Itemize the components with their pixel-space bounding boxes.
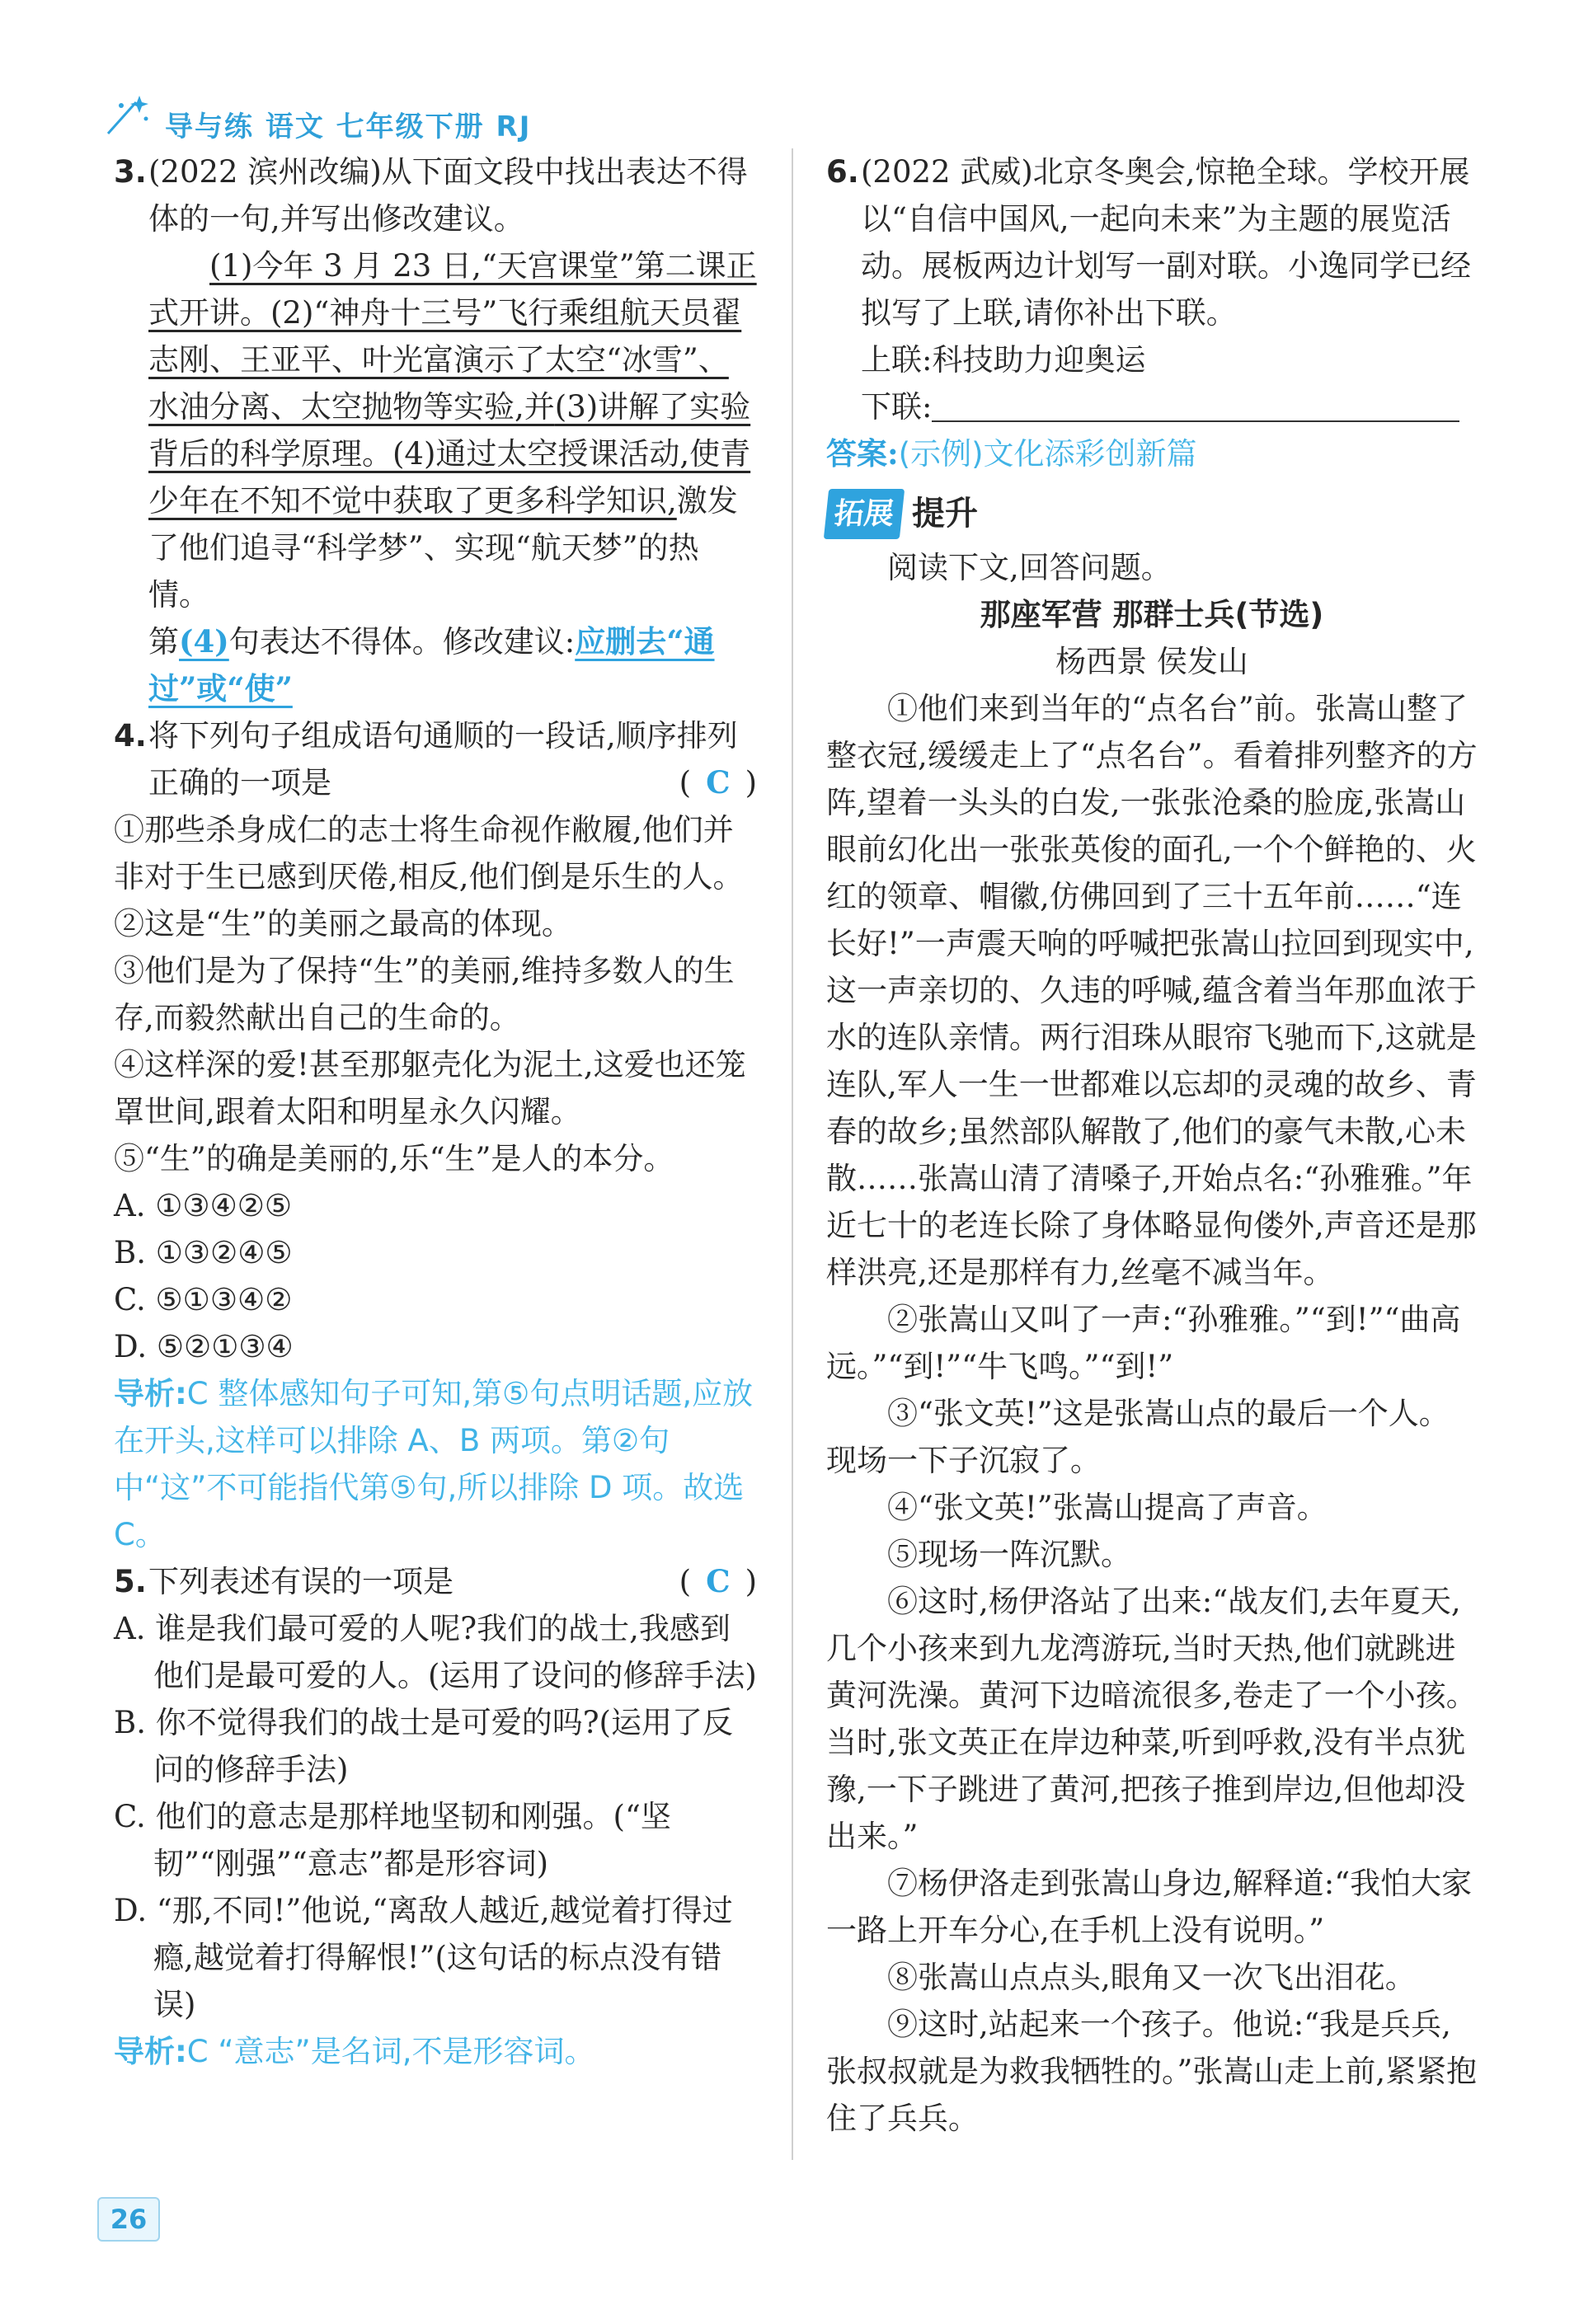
- paragraph-1: ①他们来到当年的“点名台”前。张嵩山整了整衣冠,缓缓走上了“点名台”。看着排列整齐的方阵,望着一头头的白发,一张张沧桑的脸庞,张嵩山眼前幻化出一张张英俊的面孔,一个个鲜艳的、火红的领章、帽徽,仿佛回到了三十五年前……“连长好!”一声震天响的呼喊把张嵩山拉回到现实中,这一声亲切的、久违的呼喊,蕴含着当年那血浓于水的连队亲情。两行泪珠从眼帘飞驰而下,这就是连队,军人一生一世都难以忘却的灵魂的故乡、青春的故乡;虽然部队解散了,他们的豪气未散,心未散……张嵩山清了清嗓子,开始点名:“孙雅雅。”年近七十的老连长除了身体略显佝偻外,声音还是那样洪亮,还是那样有力,丝毫不减当年。: [826, 691, 1478, 1290]
- answer-choice: C: [706, 1563, 731, 1599]
- question-stem: [148, 712, 757, 806]
- analysis-tag: 导析:: [114, 2034, 187, 2069]
- answer-bracket: ( C ): [679, 764, 757, 800]
- answer-line: [826, 430, 1478, 477]
- paragraph-4: ④“张文英!”张嵩山提高了声音。: [887, 1490, 1328, 1525]
- answer-choice: C: [706, 764, 731, 800]
- passage-sentence-3: (3)讲解了实验背后的科学原理。: [148, 389, 751, 472]
- question-stem: (2022 武威)北京冬奥会,惊艳全球。学校开展以“自信中国风,一起向未来”为主题的展览活动。展板两边计划写一副对联。小逸同学已经拟写了上联,请你补出下联。: [861, 154, 1471, 331]
- question-stem-text: 下列表述有误的一项是: [148, 1564, 453, 1599]
- question-answer-line: [148, 618, 757, 712]
- question-4: [114, 712, 757, 806]
- answer-middle: 句表达不得体。修改建议:: [228, 624, 576, 660]
- paragraph-6: ⑥这时,杨伊洛站了出来:“战友们,去年夏天,几个小孩来到九龙湾游玩,当时天热,他们就跳进黄河洗澡。黄河下边暗流很多,卷走了一个小孩。当时,张文英正在岸边种菜,听到呼救,没有半点犹豫,一下子跳进了黄河,把孩子推到岸边,但他却没出来。”: [826, 1584, 1477, 1854]
- analysis: [114, 2028, 757, 2075]
- paragraph-9: ⑨这时,站起来一个孩子。他说:“我是兵兵,张叔叔就是为救我牺牲的。”张嵩山走上前,紧紧抱住了兵兵。: [826, 2007, 1478, 2136]
- passage-sentence-2: (2)“神舟十三号”飞行乘组航天员翟志刚、王亚平、叶光富演示了太空“冰雪”、水油分离、太空抛物等实验,并: [148, 295, 742, 425]
- section-box: 拓展: [824, 489, 905, 539]
- header-title: 导与练 语文 七年级下册 RJ: [165, 110, 532, 143]
- sentence-1: ①那些杀身成仁的志士将生命视作敝履,他们并非对于生已感到厌倦,相反,他们倒是乐生的人。: [114, 812, 744, 894]
- sentence-5: ⑤“生”的确是美丽的,乐“生”是人的本分。: [114, 1141, 674, 1176]
- paragraph-2: ②张嵩山又叫了一声:“孙雅雅。”“到!”“曲高远。”“到!”“牛飞鸣。”“到!”: [826, 1302, 1461, 1384]
- question-6: [826, 148, 1478, 430]
- paragraph-5: ⑤现场一阵沉默。: [887, 1537, 1131, 1572]
- sparkle-wand-icon: [103, 91, 153, 140]
- option-c: C. ⑤①③④②: [114, 1282, 293, 1317]
- answer-sentence-number: (4): [179, 623, 229, 660]
- column-divider: [792, 148, 793, 2160]
- sentence-2: ②这是“生”的美丽之最高的体现。: [114, 906, 572, 941]
- answer-suggestion: 应删去“通过”或“使”: [148, 623, 715, 707]
- option-d: D. “那,不同!”他说,“离敌人越近,越觉着打得过瘾,越觉着打得解恨!”(这句话的标点没有错误): [114, 1893, 733, 2022]
- option-a: A. 谁是我们最可爱的人呢?我们的战士,我感到他们是最可爱的人。(运用了设问的修辞手法): [114, 1611, 757, 1693]
- passage-sentence-1: (1)今年 3 月 23 日,“天宫课堂”第二课正式开讲。: [148, 248, 757, 331]
- left-column: [114, 148, 757, 2075]
- question-stem-text: 将下列句子组成语句通顺的一段话,顺序排列正确的一项是: [148, 718, 738, 800]
- question-number: 3.: [114, 154, 147, 190]
- passage-sentence-4: (4)通过太空授课活动,使青少年在不知不觉中获取了更多科学知识,: [148, 436, 751, 519]
- answer-blank[interactable]: [932, 387, 1459, 422]
- option-b: B. ①③②④⑤: [114, 1235, 293, 1270]
- lower-couplet-label: 下联:: [861, 389, 933, 425]
- reading-instruction: 阅读下文,回答问题。: [887, 550, 1172, 585]
- question-number: 5.: [114, 1564, 147, 1599]
- question-3: [114, 148, 757, 712]
- answer-bracket: ( C ): [679, 1563, 757, 1599]
- sentence-3: ③他们是为了保持“生”的美丽,维持多数人的生存,而毅然献出自己的生命的。: [114, 953, 735, 1035]
- question-number: 4.: [114, 718, 147, 754]
- upper-couplet: 上联:科技助力迎奥运: [861, 342, 1146, 378]
- paragraph-7: ⑦杨伊洛走到张嵩山身边,解释道:“我怕大家一路上开车分心,在手机上没有说明。”: [826, 1866, 1473, 1948]
- analysis: [114, 1370, 757, 1558]
- analysis-tag: 导析:: [114, 1376, 187, 1411]
- paragraph-8: ⑧张嵩山点点头,眼角又一次飞出泪花。: [887, 1960, 1416, 1995]
- option-a: A. ①③④②⑤: [114, 1188, 293, 1223]
- paragraph-3: ③“张文英!”这是张嵩山点的最后一个人。现场一下子沉寂了。: [826, 1396, 1450, 1478]
- question-stem: (2022 滨州改编)从下面文段中找出表达不得体的一句,并写出修改建议。: [148, 154, 748, 237]
- question-stem: [148, 1558, 757, 1605]
- right-column: [826, 148, 1478, 2142]
- question-passage: [148, 242, 757, 618]
- article-author: 杨西景 侯发山: [1055, 644, 1248, 679]
- answer-text: (示例)文化添彩创新篇: [898, 436, 1197, 472]
- section-label: 提升: [912, 495, 979, 533]
- section-heading: [826, 489, 1478, 539]
- question-5: [114, 1558, 757, 1605]
- article-title: 那座军营 那群士兵(节选): [980, 597, 1324, 632]
- answer-tag: 答案:: [826, 435, 899, 472]
- option-b: B. 你不觉得我们的战士是可爱的吗?(运用了反问的修辞手法): [114, 1705, 733, 1787]
- analysis-text: C 整体感知句子可知,第⑤句点明话题,应放在开头,这样可以排除 A、B 两项。第②句中“这”不可能指代第⑤句,所以排除 D 项。故选 C。: [114, 1376, 754, 1552]
- option-c: C. 他们的意志是那样地坚韧和刚强。(“坚韧”“刚强”“意志”都是形容词): [114, 1799, 671, 1881]
- passage-sentence-5: 激发了他们追寻“科学梦”、实现“航天梦”的热情。: [148, 483, 738, 613]
- page-number: 26: [97, 2197, 160, 2242]
- question-number: 6.: [826, 154, 859, 190]
- answer-prefix: 第: [148, 624, 179, 660]
- lower-couplet-line: [861, 383, 1478, 430]
- page-header: [115, 99, 531, 148]
- sentence-4: ④这样深的爱!甚至那躯壳化为泥土,这爱也还笼罩世间,跟着太阳和明星永久闪耀。: [114, 1047, 746, 1129]
- analysis-text: C “意志”是名词,不是形容词。: [186, 2034, 595, 2069]
- option-d: D. ⑤②①③④: [114, 1329, 294, 1364]
